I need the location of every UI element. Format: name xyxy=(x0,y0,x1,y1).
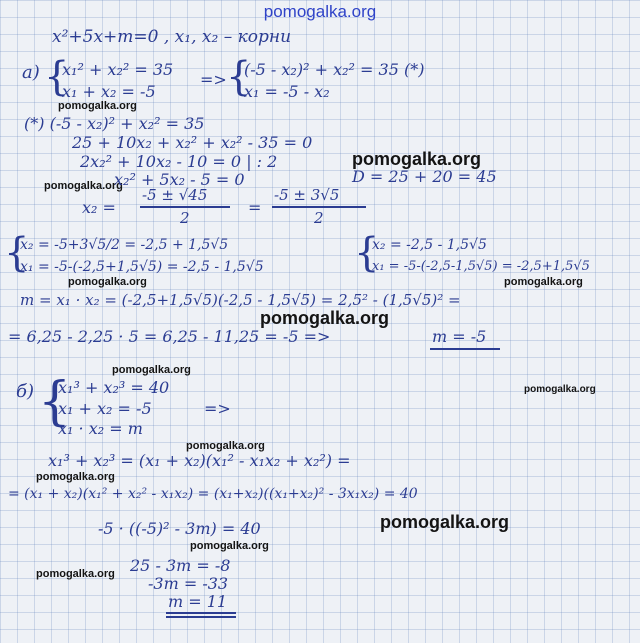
cubes-line-3: -5 · ((-5)² - 3m) = 40 xyxy=(98,519,261,538)
implies-arrow: => xyxy=(204,399,231,418)
part-a-label: а) xyxy=(22,62,40,83)
watermark: pomogalka.org xyxy=(186,440,265,452)
discriminant: D = 25 + 20 = 45 xyxy=(352,167,497,186)
roots-lhs: x₂ = xyxy=(82,198,116,217)
answer-underline xyxy=(430,348,500,350)
answer-a: m = -5 xyxy=(432,327,487,346)
watermark: pomogalka.org xyxy=(352,149,482,169)
root-system-2-eq1: x₂ = -2,5 - 1,5√5 xyxy=(372,237,487,253)
equation-line-3: (*) (-5 - x₂)² + x₂² = 35 xyxy=(24,114,205,133)
root-system-1-eq1: x₂ = -5+3√5/2 = -2,5 + 1,5√5 xyxy=(20,237,229,253)
left-brace-icon: { xyxy=(354,230,380,276)
watermark: pomogalka.org xyxy=(58,100,137,112)
watermark: pomogalka.org xyxy=(380,512,510,532)
system-a-sub-eq1: (-5 - x₂)² + x₂² = 35 (*) xyxy=(244,60,425,79)
system-a-sub-eq2: x₁ = -5 - x₂ xyxy=(244,82,330,101)
watermark: pomogalka.org xyxy=(190,540,269,552)
system-b-eq3: x₁ · x₂ = m xyxy=(58,419,143,438)
cubes-line-5: -3m = -33 xyxy=(148,574,229,593)
watermark: pomogalka.org xyxy=(44,180,123,192)
fraction-bar xyxy=(272,206,366,208)
watermark: pomogalka.org xyxy=(260,308,390,328)
cubes-line-4: 25 - 3m = -8 xyxy=(130,556,231,575)
watermark: pomogalka.org xyxy=(504,276,583,288)
part-b-label: б) xyxy=(16,381,35,402)
cubes-line-2: = (x₁ + x₂)(x₁² + x₂² - x₁x₂) = (x₁+x₂)((x₁+x₂)² - 3x₁x₂) = 40 xyxy=(8,486,418,502)
roots-denominator-1: 2 xyxy=(180,209,190,227)
fraction-bar xyxy=(140,206,230,208)
product-line: m = x₁ · x₂ = (-2,5+1,5√5)(-2,5 - 1,5√5) = 2,5² - (1,5√5)² = xyxy=(20,291,461,309)
watermark: pomogalka.org xyxy=(112,364,191,376)
product-result-line: = 6,25 - 2,25 · 5 = 6,25 - 11,25 = -5 => xyxy=(8,327,331,346)
answer-b: m = 11 xyxy=(168,592,228,611)
equation-line-6: x₂² + 5x₂ - 5 = 0 xyxy=(114,170,245,189)
left-brace-icon: { xyxy=(4,230,30,276)
left-brace-icon: { xyxy=(44,54,70,100)
system-b-eq2: x₁ + x₂ = -5 xyxy=(58,399,152,418)
watermark: pomogalka.org xyxy=(36,471,115,483)
roots-denominator-2: 2 xyxy=(314,209,324,227)
site-header xyxy=(0,0,640,24)
answer-underline xyxy=(166,616,236,618)
equals-sign: = xyxy=(248,198,262,217)
cubes-line-1: x₁³ + x₂³ = (x₁ + x₂)(x₁² - x₁x₂ + x₂²) = xyxy=(48,451,351,470)
left-brace-icon: { xyxy=(38,372,72,432)
answer-underline xyxy=(166,612,236,614)
roots-numerator-1: -5 ± √45 xyxy=(142,186,208,204)
watermark: pomogalka.org xyxy=(68,276,147,288)
system-b-eq1: x₁³ + x₂³ = 40 xyxy=(58,378,170,397)
equation-line-4: 25 + 10x₂ + x₂² + x₂² - 35 = 0 xyxy=(72,133,313,152)
root-system-1-eq2: x₁ = -5-(-2,5+1,5√5) = -2,5 - 1,5√5 xyxy=(20,259,264,275)
equation-line-1: x²+5x+m=0 , x₁, x₂ – корни xyxy=(52,27,292,47)
root-system-2-eq2: x₁ = -5-(-2,5-1,5√5) = -2,5+1,5√5 xyxy=(372,259,590,274)
right-brace-icon: { xyxy=(226,54,252,100)
watermark: pomogalka.org xyxy=(36,568,115,580)
roots-numerator-2: -5 ± 3√5 xyxy=(274,186,340,204)
system-a-eq2: x₁ + x₂ = -5 xyxy=(62,82,156,101)
implies-arrow: => xyxy=(200,70,227,89)
system-a-eq1: x₁² + x₂² = 35 xyxy=(62,60,174,79)
site-link[interactable]: pomogalka.org xyxy=(263,2,377,21)
equation-line-5: 2x₂² + 10x₂ - 10 = 0 | : 2 xyxy=(80,152,278,171)
watermark: pomogalka.org xyxy=(524,384,596,395)
